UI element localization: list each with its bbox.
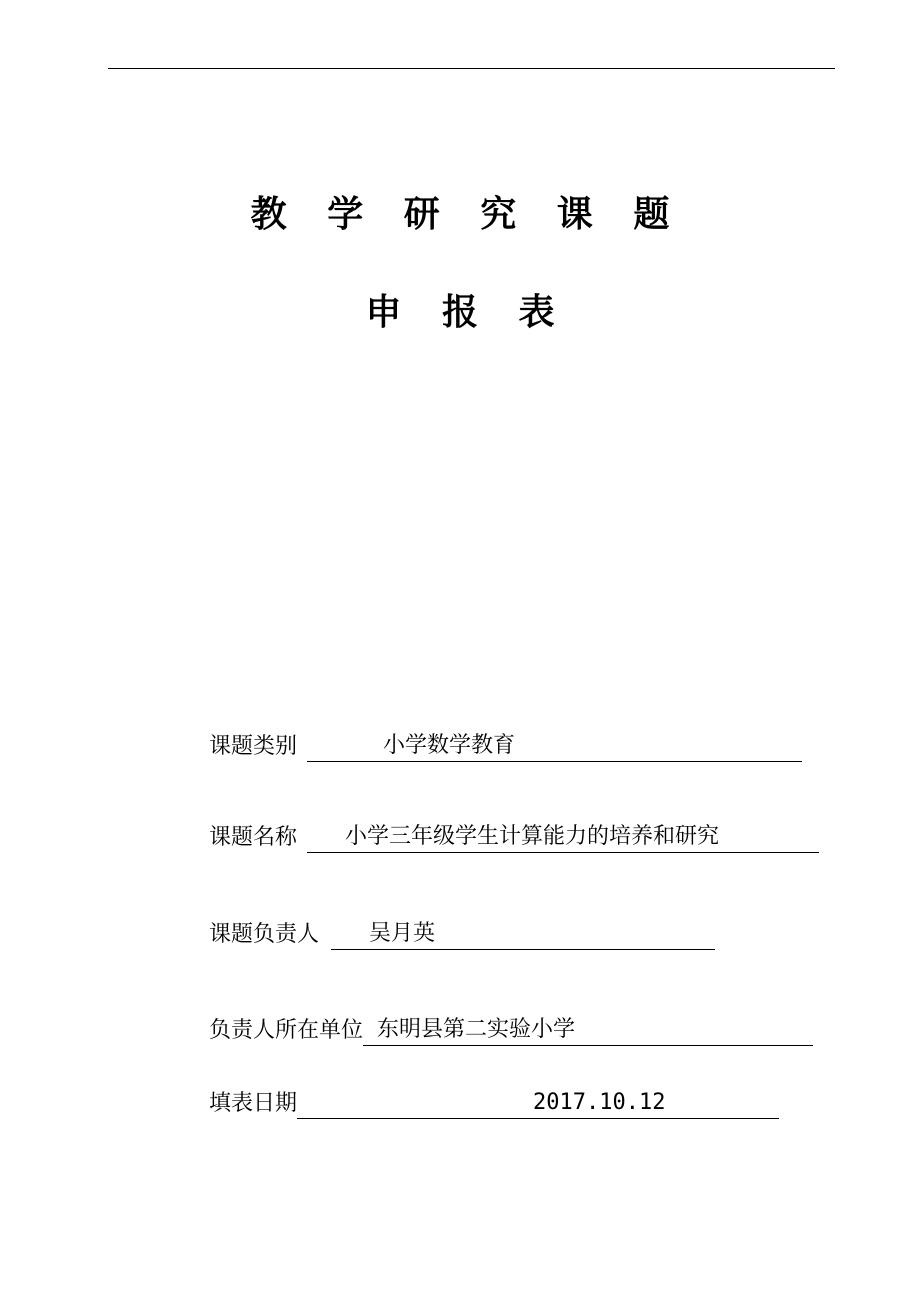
document-title: 教 学 研 究 课 题 [250,194,684,235]
field-organization-line[interactable] [363,1017,813,1046]
field-date-label: 填表日期 [209,1091,298,1116]
field-principal-label: 课题负责人 [209,922,320,947]
field-topic-name-label: 课题名称 [209,825,298,850]
field-topic-name-value: 小学三年级学生计算能力的培养和研究 [345,824,720,849]
field-organization-value: 东明县第二实验小学 [377,1017,576,1042]
field-organization-label: 负责人所在单位 [209,1018,364,1043]
field-principal-line[interactable] [331,921,715,950]
field-principal [209,920,715,950]
field-date [209,1089,779,1119]
field-date-value: 2017.10.12 [533,1090,666,1115]
header-rule [108,68,835,69]
field-date-line[interactable] [297,1090,779,1119]
field-organization [209,1016,813,1046]
field-category-line[interactable] [307,733,802,762]
document-subtitle: 申 报 表 [365,292,569,333]
field-category [209,732,802,762]
field-category-label: 课题类别 [209,734,298,759]
field-topic-name-line[interactable] [307,824,819,853]
field-category-value: 小学数学教育 [383,733,516,758]
field-principal-value: 吴月英 [369,921,436,946]
field-topic-name [209,823,819,853]
